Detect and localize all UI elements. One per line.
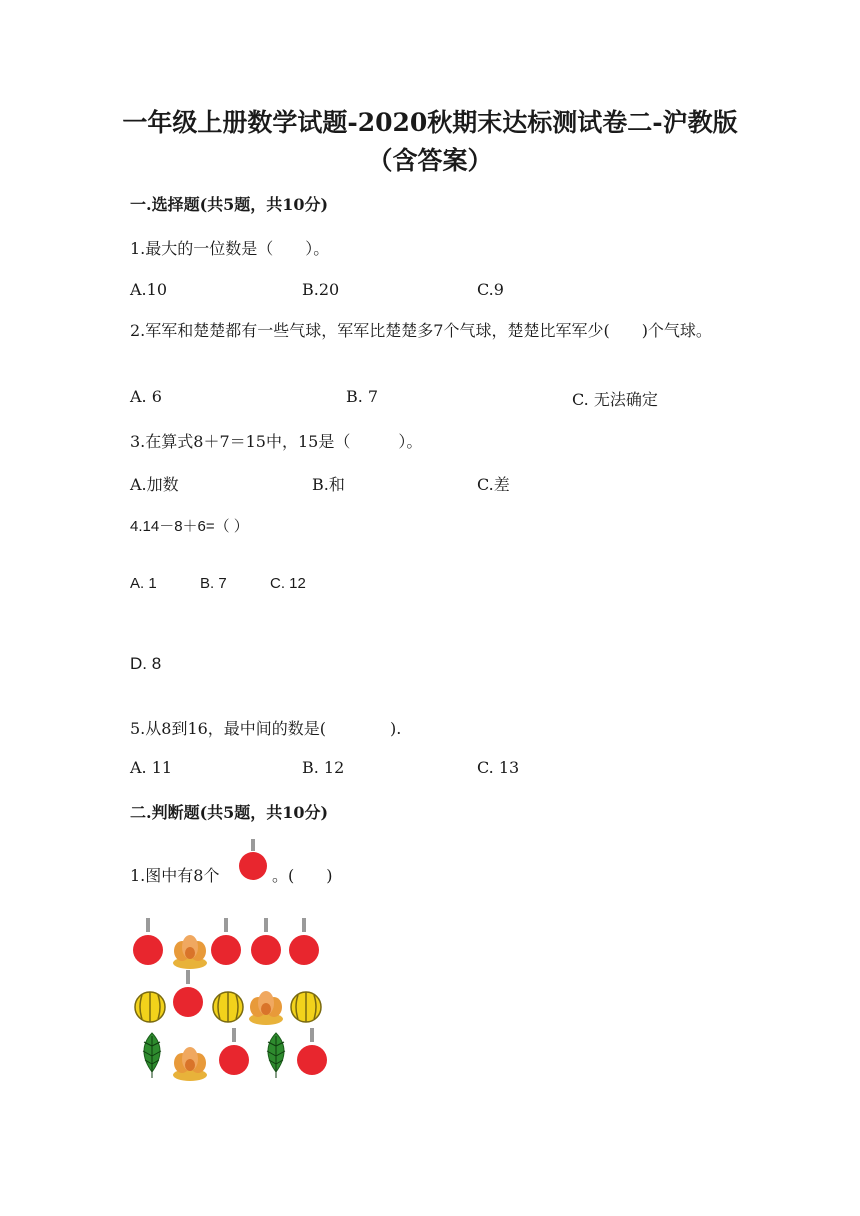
q1-option-c: C.9 xyxy=(477,280,504,299)
q3-option-b: B.和 xyxy=(312,475,345,494)
q5-option-b: B. 12 xyxy=(302,758,345,777)
flower-icon xyxy=(170,1038,210,1088)
paddle-icon xyxy=(214,1026,254,1076)
section-heading-choice: 一.选择题(共5题，共10分) xyxy=(130,195,329,214)
paddle-icon xyxy=(168,968,208,1018)
q2-option-c: C. 无法确定 xyxy=(572,390,658,409)
q1-option-b: B.20 xyxy=(302,280,340,299)
judgement-1-text-before: 1.图中有8个 xyxy=(130,866,220,885)
question-1: 1.最大的一位数是（ ）。 xyxy=(130,239,330,258)
paddle-icon xyxy=(206,916,246,966)
judgement-1-text-after: 。( ) xyxy=(272,866,333,885)
paddle-icon xyxy=(284,916,324,966)
ball-icon xyxy=(130,982,170,1032)
objects-picture xyxy=(128,916,338,1086)
paddle-icon xyxy=(292,1026,332,1076)
question-4: 4.14－8＋6=（ ） xyxy=(130,518,249,535)
ball-icon xyxy=(286,982,326,1032)
leaf-icon xyxy=(132,1030,172,1080)
leaf-icon xyxy=(256,1030,296,1080)
q4-option-a: A. 1 xyxy=(130,575,157,592)
page-title: 一年级上册数学试题-2020秋期末达标测试卷二-沪教版（含答案） xyxy=(122,108,738,175)
q3-option-a: A.加数 xyxy=(130,475,179,494)
q5-option-c: C. 13 xyxy=(477,758,520,777)
q4-option-b: B. 7 xyxy=(200,575,227,592)
q1-option-a: A.10 xyxy=(130,280,167,299)
paddle-icon xyxy=(236,838,270,882)
ball-icon xyxy=(208,982,248,1032)
q3-option-c: C.差 xyxy=(477,475,510,494)
flower-icon xyxy=(246,982,286,1032)
paddle-icon xyxy=(246,916,286,966)
q4-option-c: C. 12 xyxy=(270,575,306,592)
q2-option-b: B. 7 xyxy=(346,387,379,406)
q5-option-a: A. 11 xyxy=(130,758,173,777)
paddle-icon xyxy=(128,916,168,966)
question-2: 2.军军和楚楚都有一些气球，军军比楚楚多7个气球，楚楚比军军少( )个气球。 xyxy=(130,321,712,340)
q2-option-a: A. 6 xyxy=(130,387,162,406)
question-5: 5.从8到16，最中间的数是( ). xyxy=(130,719,402,738)
q4-option-d: D. 8 xyxy=(130,654,162,673)
section-heading-judgement: 二.判断题(共5题，共10分) xyxy=(130,803,329,822)
question-3: 3.在算式8＋7＝15中，15是（ ）。 xyxy=(130,432,423,451)
